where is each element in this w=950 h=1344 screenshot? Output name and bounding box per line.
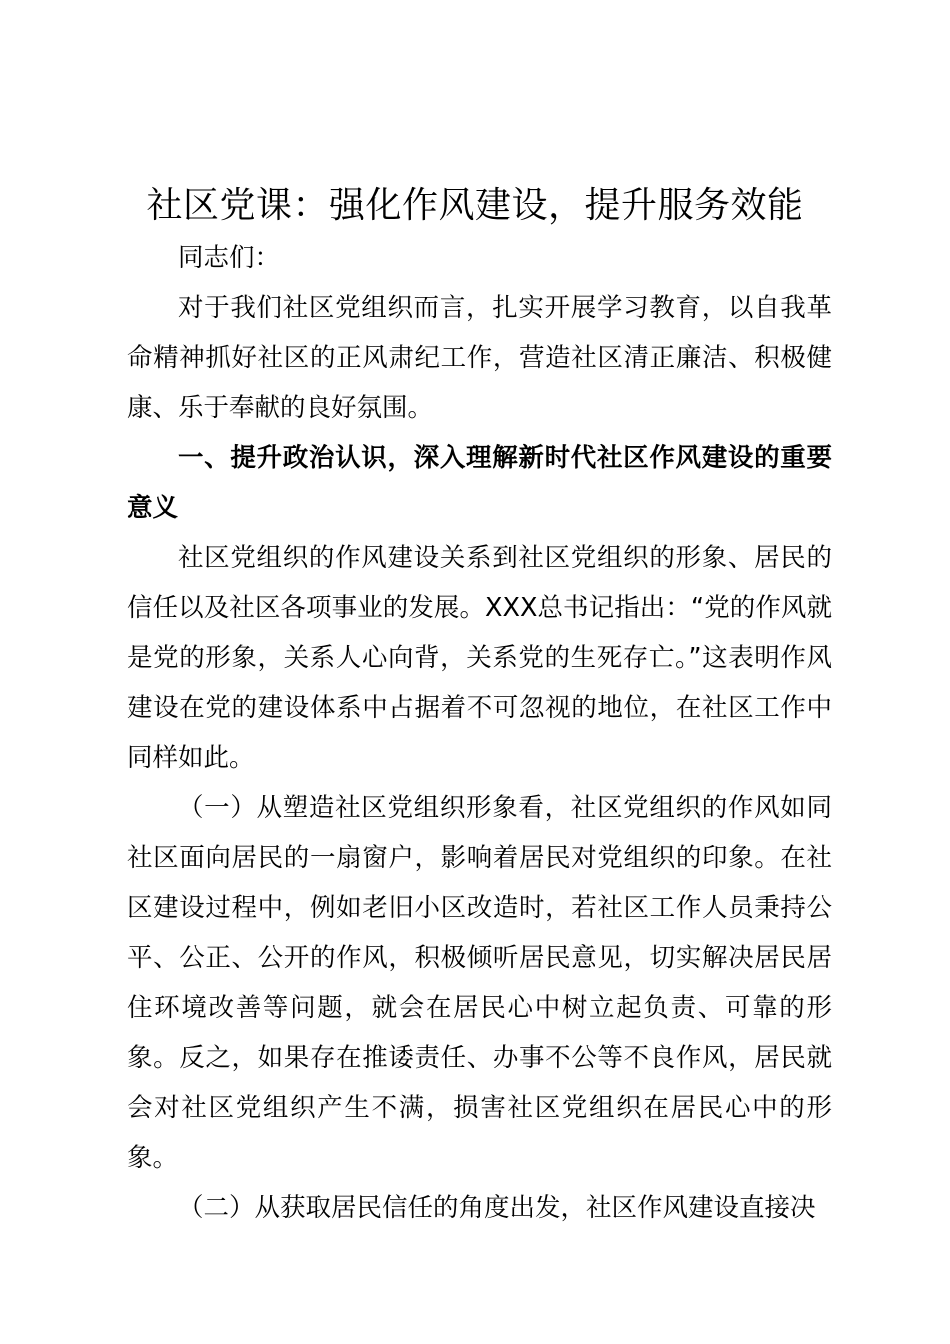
paragraph-section-1: 社区党组织的作风建设关系到社区党组织的形象、居民的信任以及社区各项事业的发展。XXX总书记指出：“党的作风就是党的形象，关系人心向背，关系党的生死存亡。”这表明作风建设在党的建设体系中占据着不可忽视的地位，在社区工作中同样如此。 [127,543,832,773]
paragraph-subsection-2: （二）从获取居民信任的角度出发，社区作风建设直接决 [178,1193,816,1223]
document-body [127,233,832,1233]
paragraph-subsection-1: （一）从塑造社区党组织形象看，社区党组织的作风如同社区面向居民的一扇窗户，影响着居民对党组织的印象。在社区建设过程中，例如老旧小区改造时，若社区工作人员秉持公平、公正、公开的作风，积极倾听居民意见，切实解决居民居住环境改善等问题，就会在居民心中树立起负责、可靠的形象。反之，如果存在推诿责任、办事不公等不良作风，居民就会对社区党组织产生不满，损害社区党组织在居民心中的形象。 [127,793,832,1173]
salutation: 同志们： [178,243,281,273]
document-title: 社区党课：强化作风建设，提升服务效能 [146,185,804,226]
section-heading-1: 一、提升政治认识，深入理解新时代社区作风建设的重要意义 [127,443,832,523]
paragraph-intro: 对于我们社区党组织而言，扎实开展学习教育，以自我革命精神抓好社区的正风肃纪工作，营造社区清正廉洁、积极健康、乐于奉献的良好氛围。 [127,293,832,423]
